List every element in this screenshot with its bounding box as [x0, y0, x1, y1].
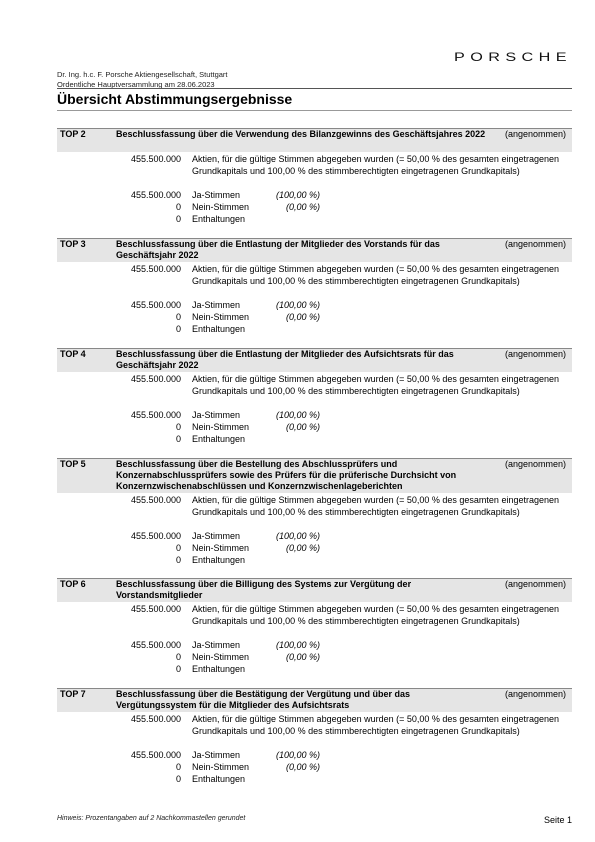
no-votes-label: Nein-Stimmen: [192, 543, 250, 553]
title-divider: [57, 110, 572, 111]
resolution-block: [57, 348, 572, 455]
abstentions-value: 0: [175, 214, 181, 224]
company-info: [57, 70, 228, 89]
yes-votes-percent: (100,00 %): [275, 750, 320, 760]
abstentions-value: 0: [175, 434, 181, 444]
resolution-status: (angenommen): [504, 349, 566, 359]
yes-votes-label: Ja-Stimmen: [192, 531, 241, 541]
resolution-title: Beschlussfassung über die Entlastung der Mitglieder des Aufsichtsrats für das Geschäftsjahr 2022: [116, 349, 454, 370]
resolution-status: (angenommen): [504, 579, 566, 589]
yes-votes-percent: (100,00 %): [275, 640, 320, 650]
no-votes-value: 0: [175, 422, 181, 432]
yes-votes-value: 455.500.000: [130, 640, 181, 650]
no-votes-value: 0: [175, 202, 181, 212]
no-votes-value: 0: [175, 652, 181, 662]
abstentions-value: 0: [175, 555, 181, 565]
header-divider: [57, 88, 572, 89]
footer-note: Hinweis: Prozentangaben auf 2 Nachkommastellen gerundet: [57, 815, 246, 822]
abstentions-label: Enthaltungen: [192, 555, 246, 565]
valid-shares-description: Aktien, für die gültige Stimmen abgegeben wurden (= 50,00 % des gesamten eingetragenen Grundkapitals und 100,00 % des stimmberechtigten eingetragenen Grundkapitals): [192, 264, 559, 286]
yes-votes-label: Ja-Stimmen: [192, 410, 241, 420]
valid-shares-value: 455.500.000: [130, 264, 181, 274]
brand-wordmark: PORSCHE: [454, 50, 572, 62]
porsche-logo: [454, 50, 572, 62]
meeting-line: Ordentliche Hauptversammlung am 28.06.2023: [57, 79, 215, 89]
yes-votes-label: Ja-Stimmen: [192, 640, 241, 650]
no-votes-percent: (0,00 %): [285, 652, 320, 662]
yes-votes-value: 455.500.000: [130, 410, 181, 420]
abstentions-value: 0: [175, 774, 181, 784]
abstentions-label: Enthaltungen: [192, 214, 246, 224]
yes-votes-label: Ja-Stimmen: [192, 750, 241, 760]
yes-votes-label: Ja-Stimmen: [192, 300, 241, 310]
no-votes-percent: (0,00 %): [285, 543, 320, 553]
valid-shares-value: 455.500.000: [130, 374, 181, 384]
valid-shares-description: Aktien, für die gültige Stimmen abgegeben wurden (= 50,00 % des gesamten eingetragenen Grundkapitals und 100,00 % des stimmberechtigten eingetragenen Grundkapitals): [192, 374, 559, 396]
agenda-item-number: TOP 4: [60, 349, 86, 359]
company-line: Dr. Ing. h.c. F. Porsche Aktiengesellschaft, Stuttgart: [57, 70, 228, 79]
resolution-block: [57, 578, 572, 685]
yes-votes-value: 455.500.000: [130, 300, 181, 310]
agenda-item-number: TOP 2: [60, 129, 86, 139]
no-votes-percent: (0,00 %): [285, 762, 320, 772]
page-number: Seite 1: [543, 815, 572, 825]
no-votes-value: 0: [175, 543, 181, 553]
yes-votes-value: 455.500.000: [130, 750, 181, 760]
resolution-block: [57, 128, 572, 235]
agenda-item-number: TOP 3: [60, 239, 86, 249]
yes-votes-percent: (100,00 %): [275, 190, 320, 200]
resolution-block: [57, 238, 572, 345]
resolution-status: (angenommen): [504, 689, 566, 699]
agenda-item-number: TOP 5: [60, 459, 86, 469]
resolution-status: (angenommen): [504, 239, 566, 249]
abstentions-value: 0: [175, 664, 181, 674]
yes-votes-percent: (100,00 %): [275, 300, 320, 310]
valid-shares-description: Aktien, für die gültige Stimmen abgegeben wurden (= 50,00 % des gesamten eingetragenen Grundkapitals und 100,00 % des stimmberechtigten eingetragenen Grundkapitals): [192, 604, 559, 626]
abstentions-label: Enthaltungen: [192, 774, 246, 784]
resolution-title: Beschlussfassung über die Billigung des Systems zur Vergütung der Vorstandsmitglieder: [116, 579, 412, 600]
no-votes-value: 0: [175, 312, 181, 322]
valid-shares-value: 455.500.000: [130, 604, 181, 614]
valid-shares-value: 455.500.000: [130, 495, 181, 505]
no-votes-label: Nein-Stimmen: [192, 762, 250, 772]
abstentions-value: 0: [175, 324, 181, 334]
agenda-item-number: TOP 7: [60, 689, 86, 699]
yes-votes-value: 455.500.000: [130, 531, 181, 541]
yes-votes-label: Ja-Stimmen: [192, 190, 241, 200]
page-title: Übersicht Abstimmungsergebnisse: [57, 91, 293, 107]
valid-shares-value: 455.500.000: [130, 154, 181, 164]
agenda-item-number: TOP 6: [60, 579, 86, 589]
yes-votes-value: 455.500.000: [130, 190, 181, 200]
no-votes-label: Nein-Stimmen: [192, 422, 250, 432]
valid-shares-description: Aktien, für die gültige Stimmen abgegeben wurden (= 50,00 % des gesamten eingetragenen Grundkapitals und 100,00 % des stimmberechtigten eingetragenen Grundkapitals): [192, 154, 559, 176]
no-votes-label: Nein-Stimmen: [192, 202, 250, 212]
valid-shares-description: Aktien, für die gültige Stimmen abgegeben wurden (= 50,00 % des gesamten eingetragenen Grundkapitals und 100,00 % des stimmberechtigten eingetragenen Grundkapitals): [192, 495, 559, 517]
resolution-title: Beschlussfassung über die Verwendung des Bilanzgewinns des Geschäftsjahres 2022: [116, 129, 486, 139]
no-votes-value: 0: [175, 762, 181, 772]
resolution-block: [57, 688, 572, 795]
abstentions-label: Enthaltungen: [192, 664, 246, 674]
resolution-title: Beschlussfassung über die Entlastung der Mitglieder des Vorstands für das Geschäftsjahr 2022: [116, 239, 440, 260]
resolution-title: Beschlussfassung über die Bestellung des Abschlussprüfers und Konzernabschlussprüfers sowie des Prüfers für die prüferische Durchsicht von Konzernzwischenabschlüssen und Konzernzwischenlageberichten: [116, 459, 457, 491]
resolution-status: (angenommen): [504, 459, 566, 469]
abstentions-label: Enthaltungen: [192, 434, 246, 444]
resolution-status: (angenommen): [504, 129, 566, 139]
yes-votes-percent: (100,00 %): [275, 531, 320, 541]
no-votes-label: Nein-Stimmen: [192, 312, 250, 322]
resolution-block: [57, 458, 572, 565]
resolution-title: Beschlussfassung über die Bestätigung der Vergütung und über das Vergütungssystem für die Mitglieder des Aufsichtsrats: [116, 689, 411, 710]
no-votes-percent: (0,00 %): [285, 312, 320, 322]
yes-votes-percent: (100,00 %): [275, 410, 320, 420]
no-votes-percent: (0,00 %): [285, 202, 320, 212]
abstentions-label: Enthaltungen: [192, 324, 246, 334]
valid-shares-value: 455.500.000: [130, 714, 181, 724]
no-votes-label: Nein-Stimmen: [192, 652, 250, 662]
no-votes-percent: (0,00 %): [285, 422, 320, 432]
valid-shares-description: Aktien, für die gültige Stimmen abgegeben wurden (= 50,00 % des gesamten eingetragenen Grundkapitals und 100,00 % des stimmberechtigten eingetragenen Grundkapitals): [192, 714, 559, 736]
